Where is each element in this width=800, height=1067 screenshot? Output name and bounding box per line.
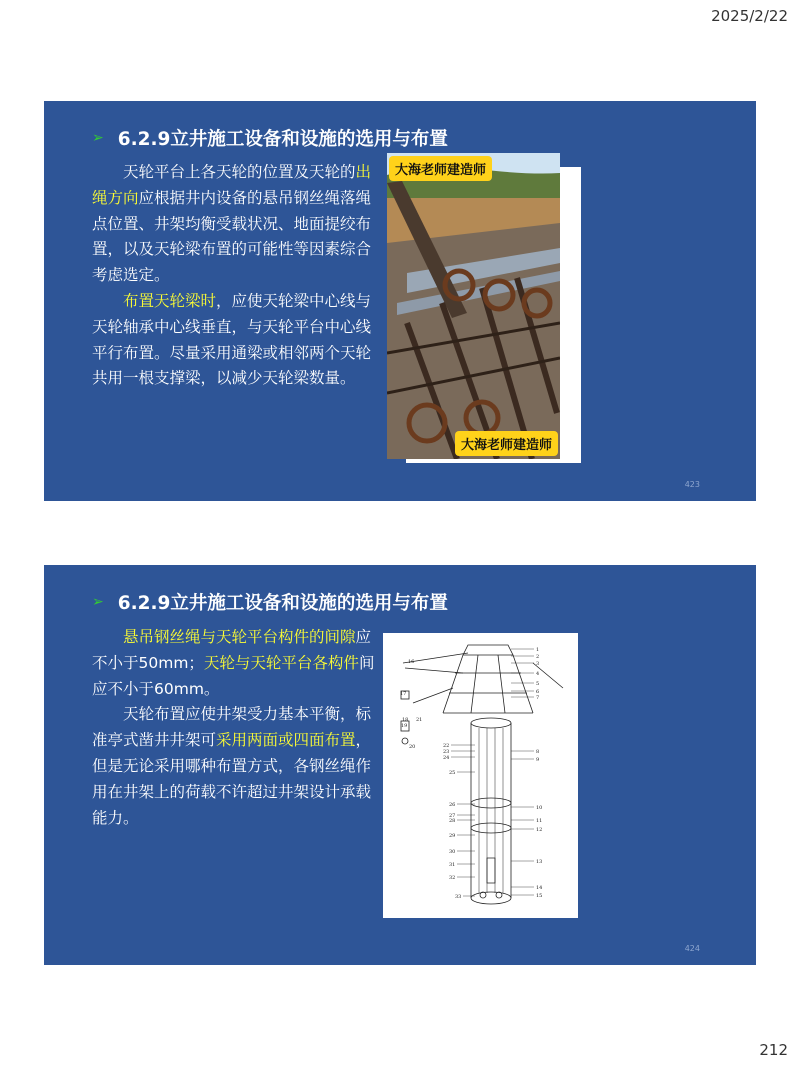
slide-423 [44,101,756,501]
slide-title [92,125,448,151]
callout-label: 3 [536,661,540,667]
slide-body [92,160,384,392]
callout-label: 9 [536,757,540,763]
callout-label: 26 [449,802,456,808]
callout-label: 10 [536,805,543,811]
slide-title-text: 6.2.9立井施工设备和设施的选用与布置 [117,593,448,614]
body-text-run: 间应不小于60mm。 [92,653,375,698]
page-number: 212 [759,1041,788,1059]
callout-label: 20 [409,744,416,750]
callout-label: 5 [536,681,540,687]
callout-label: 33 [455,894,462,900]
callout-label: 30 [449,849,456,855]
highlighted-text: 出绳方向 [92,163,372,207]
callout-label: 21 [416,717,423,723]
highlighted-text: 天轮与天轮平台各构件 [203,653,359,672]
shaft-equipment-diagram [383,633,578,918]
arrow-bullet-icon: ➢ [92,130,104,146]
body-text-run: ，应使天轮梁中心线与天轮轴承中心线垂直，与天轮平台中心线平行布置。尽量采用通梁或相邻两个天轮共用一根支撑梁，以减少天轮梁数量。 [92,291,372,388]
callout-label: 2 [536,654,540,660]
callout-label: 31 [449,862,456,868]
callout-label: 11 [536,818,543,824]
callout-label: 14 [536,885,543,891]
callout-label: 22 [443,743,450,749]
callout-label: 18 [402,717,409,723]
body-text-run: ，但是无论采用哪种布置方式，各钢丝绳作用在井架上的荷载不许超过井架设计承载能力。 [92,731,372,827]
body-text-run: 应根据井内设备的悬吊钢丝绳落绳点位置、井架均衡受载状况、地面提绞布置，以及天轮梁布置的可能性等因素综合考虑选定。 [92,188,372,285]
callout-label: 13 [536,859,543,865]
callout-label: 7 [536,695,540,701]
highlighted-text: 布置天轮梁时 [123,291,217,310]
highlighted-text: 悬吊钢丝绳与天轮平台构件的间隙 [123,628,356,646]
slide-number: 424 [684,944,700,953]
callout-label: 32 [449,875,456,881]
slide-424 [44,565,756,965]
body-text-run: 天轮布置应使井架受力基本平衡，标准亭式凿井井架可 [92,705,372,750]
paragraph [92,160,384,289]
slide-body [92,625,384,831]
callout-label: 6 [536,689,540,695]
watermark-top: 大海老师建造师 [389,156,492,181]
callout-label: 17 [400,691,407,697]
callout-label: 28 [449,818,456,824]
body-text-run: 应不小于50mm； [92,628,372,672]
callout-label: 1 [536,647,540,653]
callout-label: 25 [449,770,456,776]
slide-number: 423 [684,480,700,489]
slide-title [92,589,448,615]
body-text-run: 天轮平台上各天轮的位置及天轮的 [123,163,356,181]
paragraph [92,702,384,831]
slide-title-text: 6.2.9立井施工设备和设施的选用与布置 [117,129,448,150]
callout-label: 23 [443,749,450,755]
arrow-bullet-icon: ➢ [92,594,104,610]
callout-label: 12 [536,827,543,833]
callout-label: 8 [536,749,540,755]
callout-label: 16 [408,659,415,665]
callout-label: 19 [401,723,408,729]
highlighted-text: 采用两面或四面布置 [216,731,356,750]
callout-label: 29 [449,833,456,839]
callout-label: 27 [449,813,456,819]
head-sheave-platform-photo [387,153,560,459]
watermark-bottom: 大海老师建造师 [455,431,558,456]
callout-label: 15 [536,893,543,899]
print-date: 2025/2/22 [711,7,788,25]
callout-label: 4 [536,671,540,677]
callout-label: 24 [443,755,450,761]
paragraph [92,289,384,392]
paragraph [92,625,384,702]
